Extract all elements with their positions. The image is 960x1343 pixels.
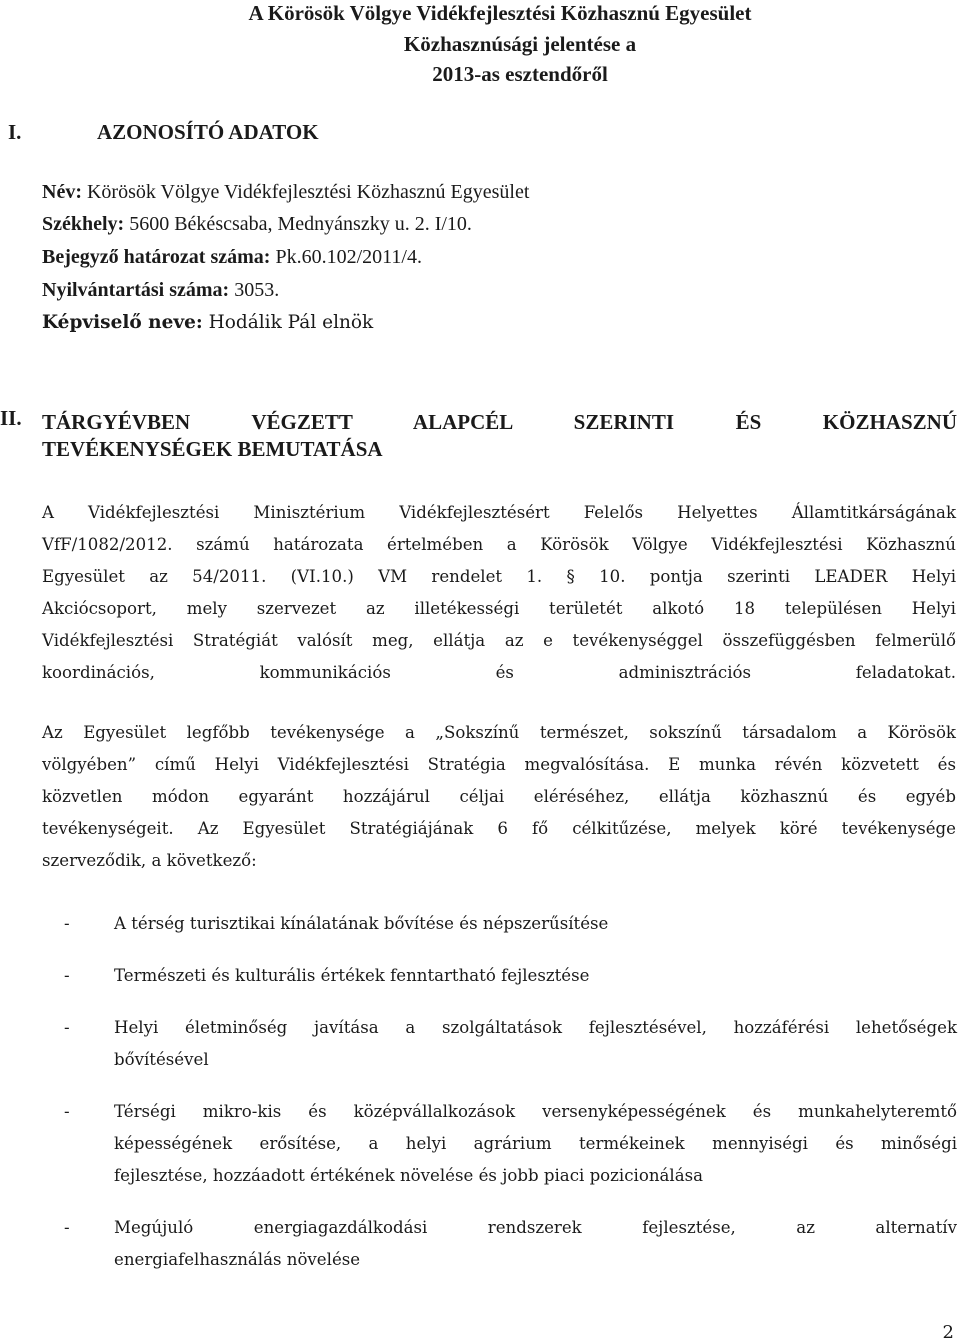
paragraph-line: VfF/1082/2012. számú határozata értelmében a Körösök Völgye Vidékfejlesztési Közhasznú <box>42 535 956 554</box>
field-registry-number <box>42 279 279 302</box>
list-item-text: fejlesztése, hozzáadott értékének növelése és jobb piaci pozicionálása <box>114 1166 704 1185</box>
paragraph-line: A Vidékfejlesztési Minisztérium Vidékfejlesztésért Felelős Helyettes Államtitkárságának <box>42 503 956 522</box>
field-label: Székhely: <box>42 213 125 235</box>
list-item-text: képességének erősítése, a helyi agrárium termékeinek mennyiségi és minőségi <box>114 1134 957 1153</box>
paragraph-1 <box>42 497 956 689</box>
section-1-title: AZONOSÍTÓ ADATOK <box>97 120 319 144</box>
page-number: 2 <box>942 1322 954 1343</box>
paragraph-line: Az Egyesület legfőbb tevékenysége a „Sokszínű természet, sokszínű társadalom a Körösök <box>42 723 956 742</box>
bullet-dash: - <box>64 966 70 985</box>
paragraph-line: tevékenységeit. Az Egyesület Stratégiájának 6 fő célkitűzése, melyek köré tevékenysége <box>42 819 956 838</box>
field-value: Pk.60.102/2011/4. <box>275 246 422 268</box>
field-registration-decision <box>42 246 422 269</box>
paragraph-line: Vidékfejlesztési Stratégiát valósít meg, ellátja az e tevékenységgel összefüggésben felmerülő <box>42 631 956 650</box>
bullet-dash: - <box>64 1102 70 1121</box>
field-label: Bejegyző határozat száma: <box>42 246 271 268</box>
list-item-text: Helyi életminőség javítása a szolgáltatások fejlesztésével, hozzáférési lehetőségek <box>114 1018 957 1037</box>
bullet-dash: - <box>64 1218 70 1237</box>
section-2-title-line-2: TEVÉKENYSÉGEK BEMUTATÁSA <box>42 437 383 461</box>
paragraph-line: Akciócsoport, mely szervezet az illetékességi területét alkotó 18 településen Helyi <box>42 599 956 618</box>
field-label: Képviselő neve: <box>42 312 203 333</box>
bullet-dash: - <box>64 914 70 933</box>
field-label: Nyilvántartási száma: <box>42 279 230 301</box>
field-value: Körösök Völgye Vidékfejlesztési Közhasznú Egyesület <box>86 181 530 203</box>
paragraph-line: völgyében” című Helyi Vidékfejlesztési Stratégia megvalósítása. E munka révén közvetett és <box>42 755 956 774</box>
field-value: 3053. <box>234 279 280 301</box>
document-title: A Körösök Völgye Vidékfejlesztési Közhasznú Egyesület <box>248 1 752 25</box>
document-subtitle: Közhasznúsági jelentése a <box>403 32 637 56</box>
field-seat <box>42 213 472 236</box>
field-name <box>42 181 529 204</box>
paragraph-2 <box>42 717 956 877</box>
section-2-number: II. <box>0 406 22 430</box>
list-item-text: bővítésével <box>114 1050 209 1069</box>
section-2-title-line-1: TÁRGYÉVBEN VÉGZETT ALAPCÉL SZERINTI ÉS KÖZHASZNÚ <box>42 410 957 434</box>
document-year: 2013-as esztendőről <box>432 62 608 86</box>
list-item-text: A térség turisztikai kínálatának bővítése és népszerűsítése <box>114 914 609 933</box>
field-representative <box>42 312 373 333</box>
section-1-number: I. <box>8 120 22 144</box>
field-label: Név: <box>42 181 82 203</box>
field-value: 5600 Békéscsaba, Mednyánszky u. 2. I/10. <box>129 213 472 235</box>
list-item-text: Természeti és kulturális értékek fenntartható fejlesztése <box>114 966 590 985</box>
bullet-dash: - <box>64 1018 70 1037</box>
list-item-text: Térségi mikro-kis és középvállalkozások versenyképességének és munkahelyteremtő <box>114 1102 957 1121</box>
field-value: Hodálik Pál elnök <box>208 312 374 333</box>
paragraph-line: Egyesület az 54/2011. (VI.10.) VM rendelet 1. § 10. pontja szerinti LEADER Helyi <box>42 567 956 586</box>
list-item-text: energiafelhasználás növelése <box>114 1250 361 1269</box>
paragraph-line: közvetlen módon egyaránt hozzájárul céljai eléréséhez, ellátja közhasznú és egyéb <box>42 787 956 806</box>
list-item-text: Megújuló energiagazdálkodási rendszerek fejlesztése, az alternatív <box>114 1218 957 1237</box>
paragraph-line: koordinációs, kommunikációs és adminisztrációs feladatokat. <box>42 663 956 682</box>
paragraph-line: szerveződik, a következő: <box>42 851 257 870</box>
